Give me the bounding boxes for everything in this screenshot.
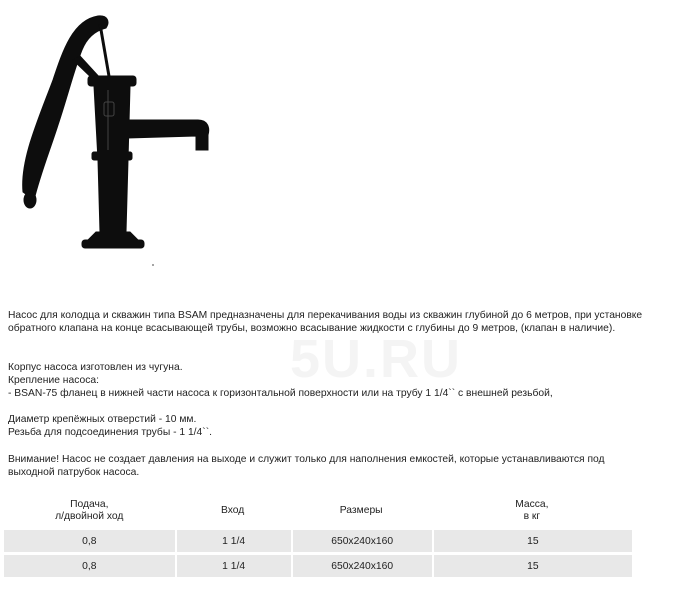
table-row bbox=[4, 530, 632, 552]
header-flow-line1: Подача, bbox=[70, 499, 109, 510]
header-flow-line2: л/двойной ход bbox=[55, 511, 124, 522]
header-mass bbox=[432, 495, 632, 527]
cell-flow: 0,8 bbox=[4, 530, 175, 552]
cell-inlet: 1 1/4 bbox=[175, 555, 291, 577]
cell-size: 650x240x160 bbox=[291, 555, 432, 577]
cell-inlet: 1 1/4 bbox=[175, 530, 291, 552]
mounting-heading: Крепление насоса: bbox=[8, 375, 99, 386]
header-mass-line1: Масса, bbox=[515, 499, 549, 510]
mounting-detail: - BSAN-75 фланец в нижней части насоса к горизонтальной поверхности или на трубу 1 1/4`` с внешней резьбой, bbox=[8, 388, 553, 399]
intro-line-2: обратного клапана на конце всасывающей трубы, возможно всасывание жидкости с глубины до 9 метров, (клапан в наличие). bbox=[8, 323, 616, 334]
warning-line-1: Внимание! Насос не создает давления на выходе и служит только для наполнения емкостей, которые устанавливаются под bbox=[8, 454, 605, 465]
header-inlet: Вход bbox=[220, 505, 245, 516]
watermark: 5U.RU bbox=[290, 329, 463, 389]
hole-diameter: Диаметр крепёжных отверстий - 10 мм. bbox=[8, 414, 197, 425]
product-description bbox=[8, 309, 668, 479]
warning-line-2: выходной патрубок насоса. bbox=[8, 467, 140, 478]
table-header-row bbox=[4, 495, 632, 527]
body-material: Корпус насоса изготовлен из чугуна. bbox=[8, 362, 183, 373]
cell-mass: 15 bbox=[432, 530, 632, 552]
thread-size: Резьба для подсоединения трубы - 1 1/4``. bbox=[8, 427, 212, 438]
specs-table bbox=[4, 492, 632, 580]
header-flow bbox=[4, 495, 175, 527]
cell-flow: 0,8 bbox=[4, 555, 175, 577]
cell-mass: 15 bbox=[432, 555, 632, 577]
cell-size: 650x240x160 bbox=[291, 530, 432, 552]
table-row bbox=[4, 555, 632, 577]
header-size: Размеры bbox=[339, 505, 383, 516]
intro-line-1: Насос для колодца и скважин типа BSAM предназначены для перекачивания воды из скважин глубиной до 6 метров, при установке bbox=[8, 310, 643, 321]
hand-pump-image bbox=[18, 10, 218, 270]
header-mass-line2: в кг bbox=[523, 511, 541, 522]
